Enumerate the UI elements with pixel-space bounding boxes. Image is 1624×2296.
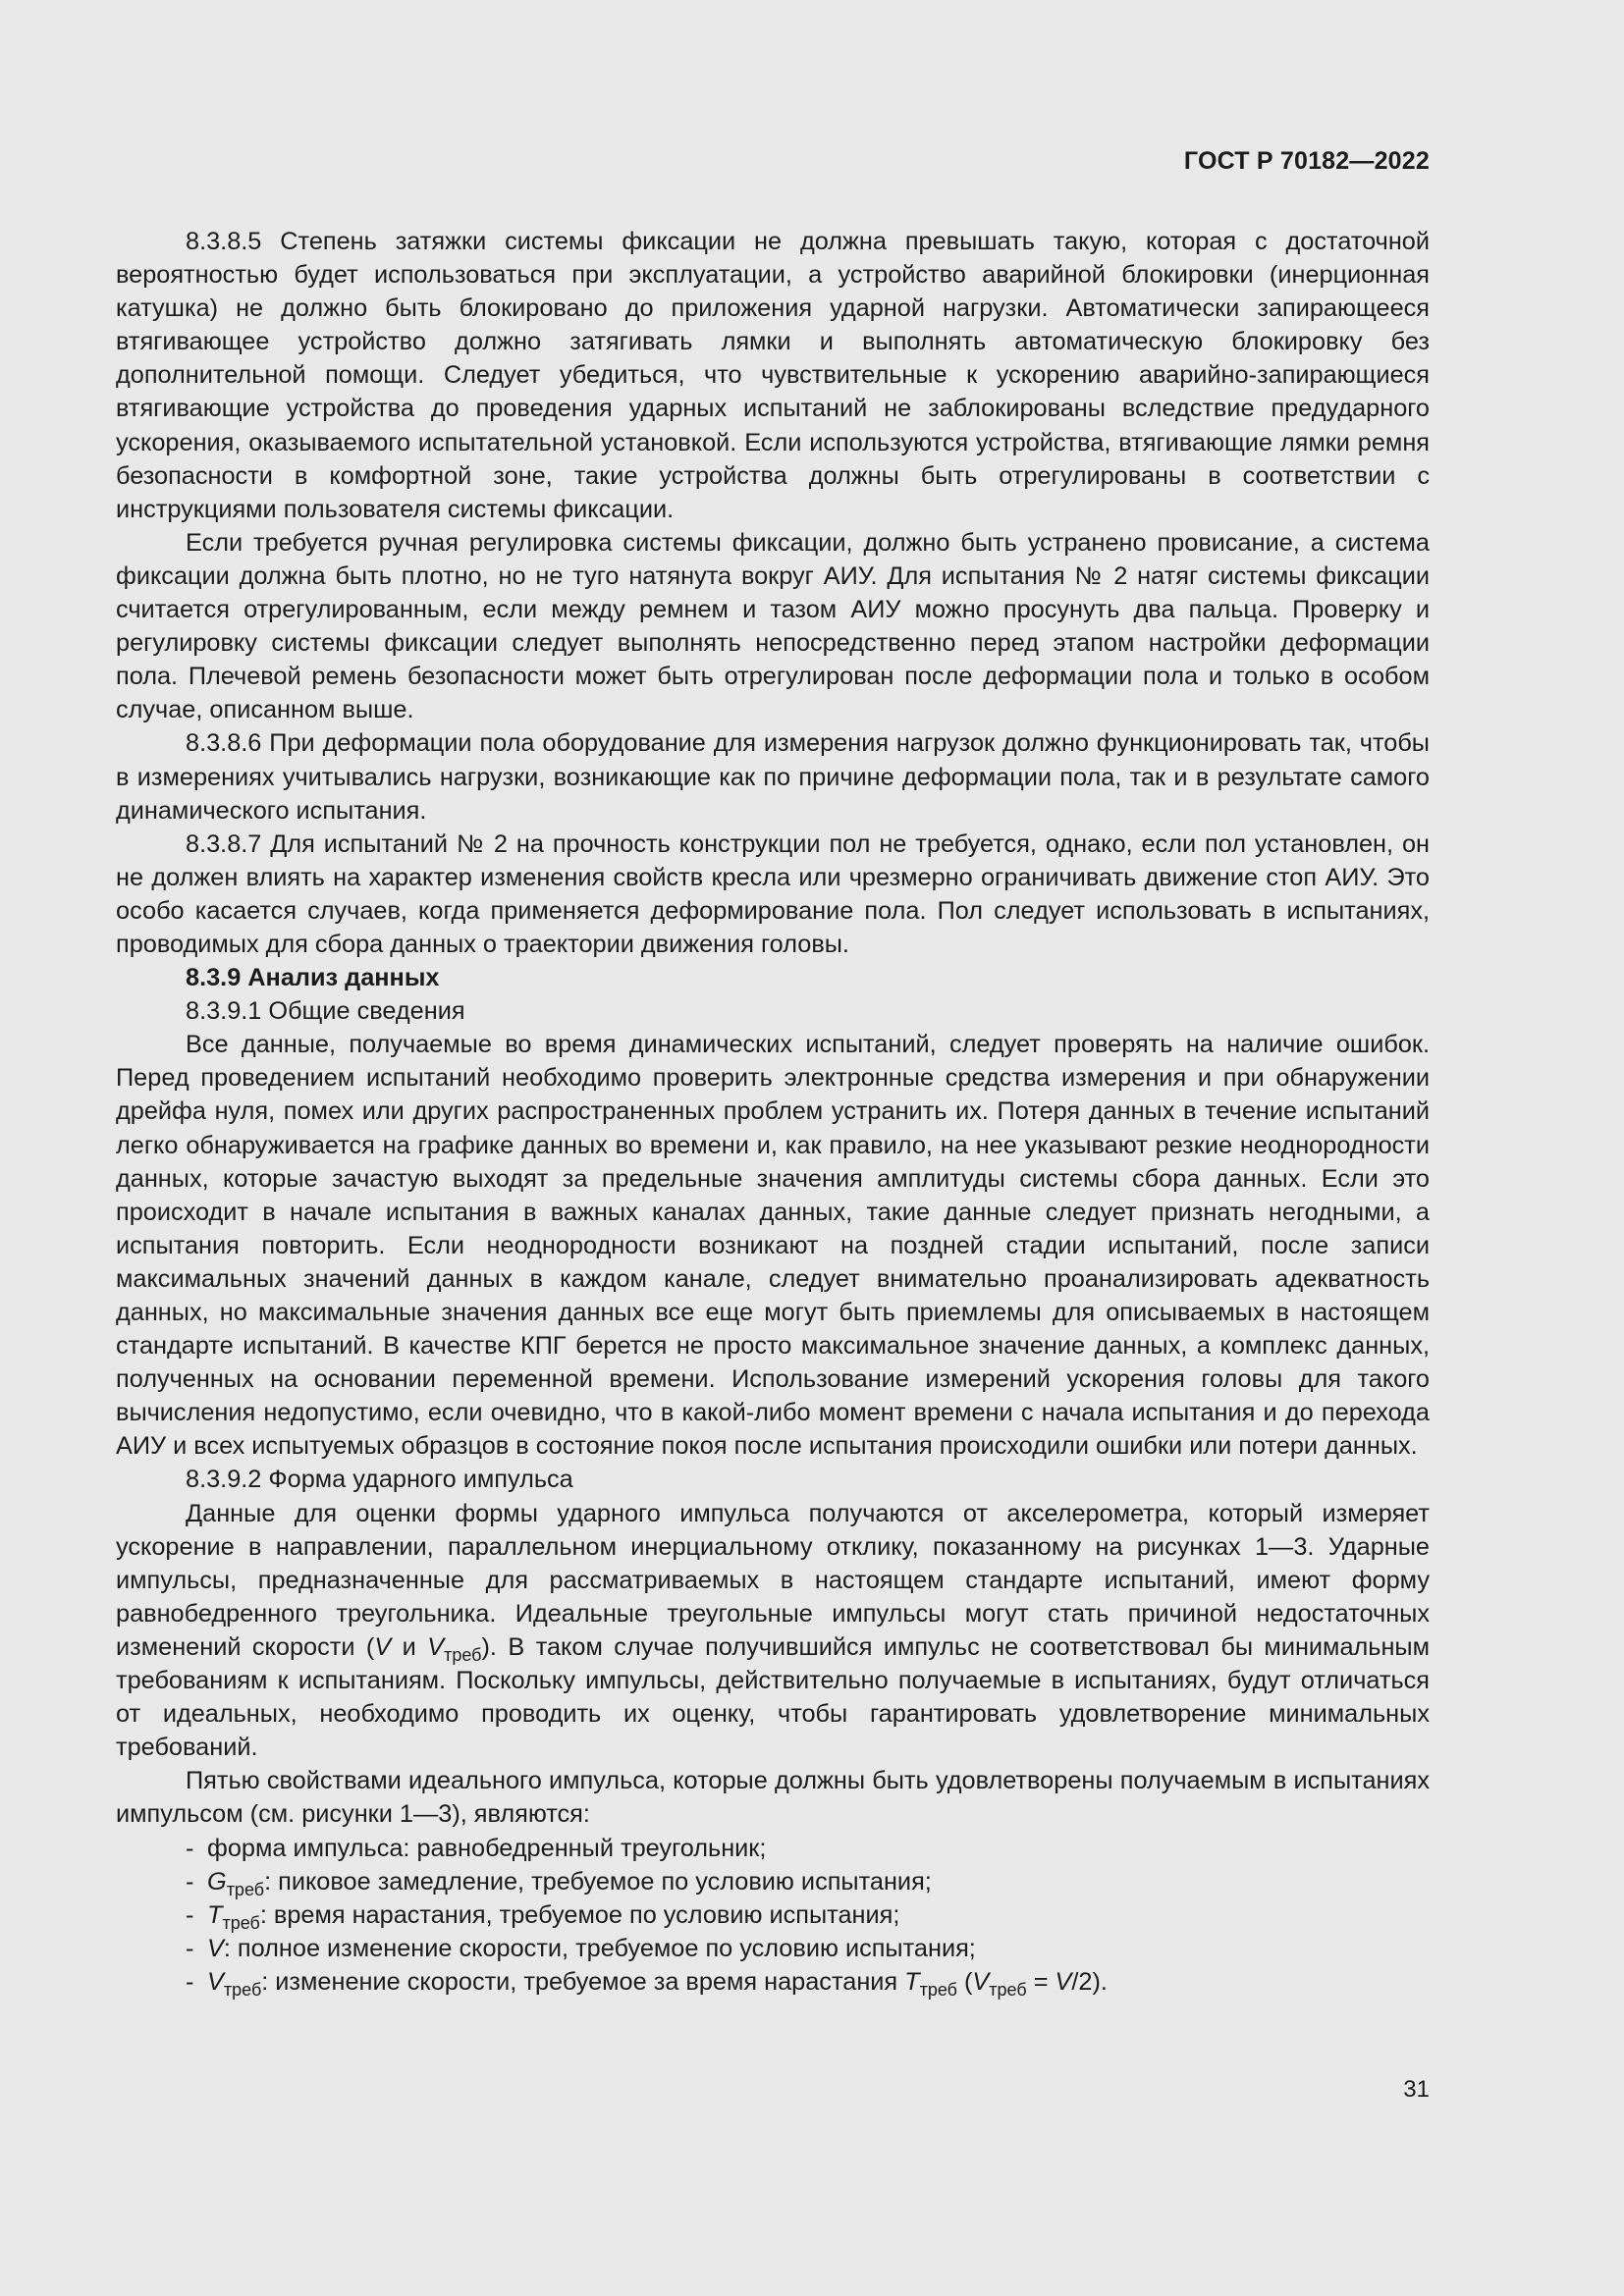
page-number: 31 <box>1403 2076 1430 2103</box>
subsection-heading-8-3-9-2: 8.3.9.2 Форма ударного импульса <box>186 1466 573 1494</box>
subscript-req: треб <box>989 1979 1027 2000</box>
paragraph-8-3-8-5: 8.3.8.5 Степень затяжки системы фиксации не должна превышать такую, которая с достаточной вероятностью будет использоваться при эксплуатации, а устройство аварийной блокировки (инерционная катушка) не должно быть блокировано до приложения ударной нагрузки. Автоматически запирающееся втягивающее устройство должно затягивать лямки и выполнять автоматическую блокировку без дополнительной помощи. Следует убедиться, что чувствительные к ускорению аварийно-запирающиеся втягивающие устройства до проведения ударных испытаний не заблокированы вследствие предударного ускорения, оказываемого испытательной установкой. Если используются устройства, втягивающие лямки ремня безопасности в комфортной зоне, такие устройства должны быть отрегулированы в соответствии с инструкциями пользователя системы фиксации. <box>116 228 1430 523</box>
subscript-req: треб <box>223 1979 262 2000</box>
list-dash: - <box>186 1834 194 1862</box>
paragraph-8-3-8-7: 8.3.8.7 Для испытаний № 2 на прочность конструкции пол не требуется, однако, если пол установлен, он не должен влиять на характер изменения свойств кресла или чрезмерно ограничивать движение стоп АИУ. Это особо касается случаев, когда применяется деформирование пола. Пол следует использовать в испытаниях, проводимых для сбора данных о траектории движения головы. <box>116 829 1430 958</box>
list-item-text: : пиковое замедление, требуемое по условию испытания; <box>264 1867 932 1896</box>
symbol-t: T <box>904 1967 920 1996</box>
list-item <box>186 1932 1430 1965</box>
paragraph-pulse-shape <box>116 1497 1430 1765</box>
list-item-text: : время нарастания, требуемое по условию испытания; <box>259 1900 900 1929</box>
symbol-v: V <box>972 1967 990 1996</box>
symbol-g: G <box>207 1867 227 1896</box>
conjunction: и <box>391 1632 428 1661</box>
subscript-req: треб <box>226 1879 265 1899</box>
list-item-text: : изменение скорости, требуемое за время нарастания <box>261 1967 905 1996</box>
list-item-text: : полное изменение скорости, требуемое по условию испытания; <box>223 1934 976 1962</box>
section-heading-8-3-9: 8.3.9 Анализ данных <box>186 964 440 992</box>
subsection-heading-8-3-9-1: 8.3.9.1 Общие сведения <box>186 997 465 1026</box>
document-page <box>116 0 1430 2296</box>
symbol-v: V <box>1055 1967 1072 1996</box>
page-body <box>116 225 1430 1999</box>
pulse-properties-list <box>116 1832 1430 1999</box>
symbol-v-req: V <box>427 1632 445 1661</box>
symbol-t: T <box>207 1900 223 1929</box>
list-dash: - <box>186 1934 194 1962</box>
symbol-v: V <box>207 1967 224 1996</box>
paragraph-manual-adjustment: Если требуется ручная регулировка системы фиксации, должно быть устранено провисание, а система фиксации должна быть плотно, но не туго натянута вокруг АИУ. Для испытания № 2 натяг системы фиксации считается отрегулированным, если между ремнем и тазом АИУ можно просунуть два пальца. Проверку и регулировку системы фиксации следует выполнять непосредственно перед этапом настройки деформации пола. Плечевой ремень безопасности может быть отрегулирован после деформации пола и только в особом случае, описанном выше. <box>116 528 1430 724</box>
symbol-v: V <box>374 1632 392 1661</box>
subscript-req: треб <box>919 1979 957 2000</box>
list-dash: - <box>186 1867 194 1896</box>
document-designation: ГОСТ Р 70182—2022 <box>1183 147 1430 175</box>
list-item <box>186 1898 1430 1932</box>
open-paren: ( <box>956 1967 973 1996</box>
list-dash: - <box>186 1967 194 1996</box>
subscript-req: треб <box>222 1912 260 1933</box>
pulse-shape-text-start: Данные для оценки формы ударного импульса получаются от акселерометра, который измеряет ускорение в направлении, параллельном инерциальному отклику, показанному на рисунках 1—3. Ударные импульсы, предназначенные для рассматриваемых в настоящем стандарте испытаний, имеют форму равнобедренного треугольника. Идеальные треугольные импульсы могут стать причиной недостаточных изменений скорости ( <box>116 1499 1430 1661</box>
paragraph-five-properties: Пятью свойствами идеального импульса, которые должны быть удовлетворены получаемым в испытаниях импульсом (см. рисунки 1—3), являются: <box>116 1767 1430 1829</box>
paragraph-data-check: Все данные, получаемые во время динамических испытаний, следует проверять на наличие ошибок. Перед проведением испытаний необходимо проверить электронные средства измерения и при обнаружении дрейфа нуля, помех или других распространенных проблем устранить их. Потеря данных в течение испытаний легко обнаруживается на графике данных во времени и, как правило, на нее указывают резкие неоднородности данных, которые зачастую выходят за предельные значения амплитуды системы сбора данных. Если это происходит в начале испытания в важных каналах данных, такие данные следует признать негодными, а испытания повторить. Если неоднородности возникают на поздней стадии испытаний, после записи максимальных значений данных в каждом канале, следует внимательно проанализировать адекватность данных, но максимальные значения данных все еще могут быть приемлемы для описываемых в настоящем стандарте испытаний. В качестве КПГ берется не просто максимальное значение данных, а комплекс данных, полученных на основании переменной времени. Использование измерений ускорения головы для такого вычисления недопустимо, если очевидно, что в какой-либо момент времени с начала испытания и до перехода АИУ и всех испытуемых образцов в состояние покоя после испытания происходили ошибки или потери данных. <box>116 1031 1430 1461</box>
formula-end: /2). <box>1071 1967 1108 1996</box>
list-dash: - <box>186 1900 194 1929</box>
paragraph-8-3-8-6: 8.3.8.6 При деформации пола оборудование для измерения нагрузок должно функционировать так, чтобы в измерениях учитывались нагрузки, возникающие как по причине деформации пола, так и в результате самого динамического испытания. <box>116 729 1430 825</box>
list-item <box>186 1865 1430 1898</box>
list-item-text: форма импульса: равнобедренный треугольник; <box>207 1834 767 1862</box>
symbol-v: V <box>207 1934 224 1962</box>
pulse-shape-text-end: ). В таком случае получившийся импульс не соответствовал бы минимальным требованиям к испытаниям. Поскольку импульсы, действительно получаемые в испытаниях, будут отличаться от идеальных, необходимо проводить их оценку, чтобы гарантировать удовлетворение минимальных требований. <box>116 1632 1431 1762</box>
list-item <box>186 1965 1430 1999</box>
list-item <box>186 1832 1430 1865</box>
subscript-req: треб <box>444 1644 482 1665</box>
equals-sign: = <box>1026 1967 1056 1996</box>
